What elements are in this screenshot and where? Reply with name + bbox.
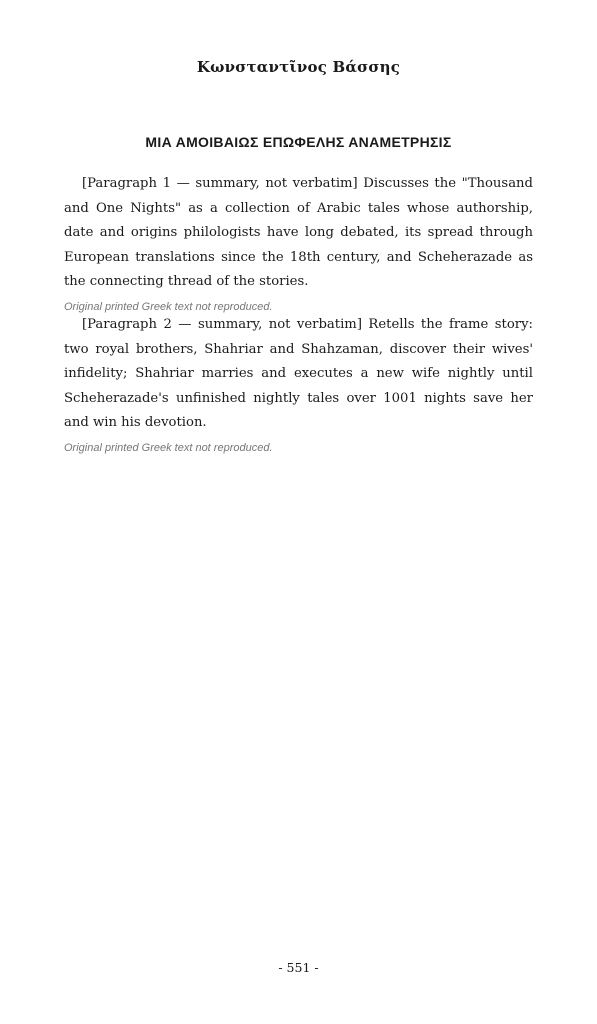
- author-name: Κωνσταντῖνος Βάσσης: [196, 58, 401, 76]
- paragraph-1: [Paragraph 1 — summary, not verbatim] Discusses the "Thousand and One Nights" as a collection of Arabic tales whose authorship, date and origins philologists have long debated, its spread through European translations since the 18th century, and Scheherazade as the connecting thread of the stories.: [64, 176, 533, 290]
- paragraph-2: [Paragraph 2 — summary, not verbatim] Retells the frame story: two royal brothers, Shahriar and Shahzaman, discover their wives' infidelity; Shahriar marries and executes a new wife nightly until Scheherazade's unfinished nightly tales over 1001 nights save her and win his devotion.: [64, 316, 533, 431]
- page-number: - 551 -: [278, 960, 319, 975]
- paragraph-2-note: Original printed Greek text not reproduced.: [64, 441, 273, 454]
- article-title: ΜΙΑ ΑΜΟΙΒΑΙΩΣ ΕΠΩΦΕΛΗΣ ΑΝΑΜΕΤΡΗΣΙΣ: [145, 134, 452, 150]
- article-body: [64, 172, 533, 454]
- paragraph-1-note: Original printed Greek text not reproduced.: [64, 300, 273, 313]
